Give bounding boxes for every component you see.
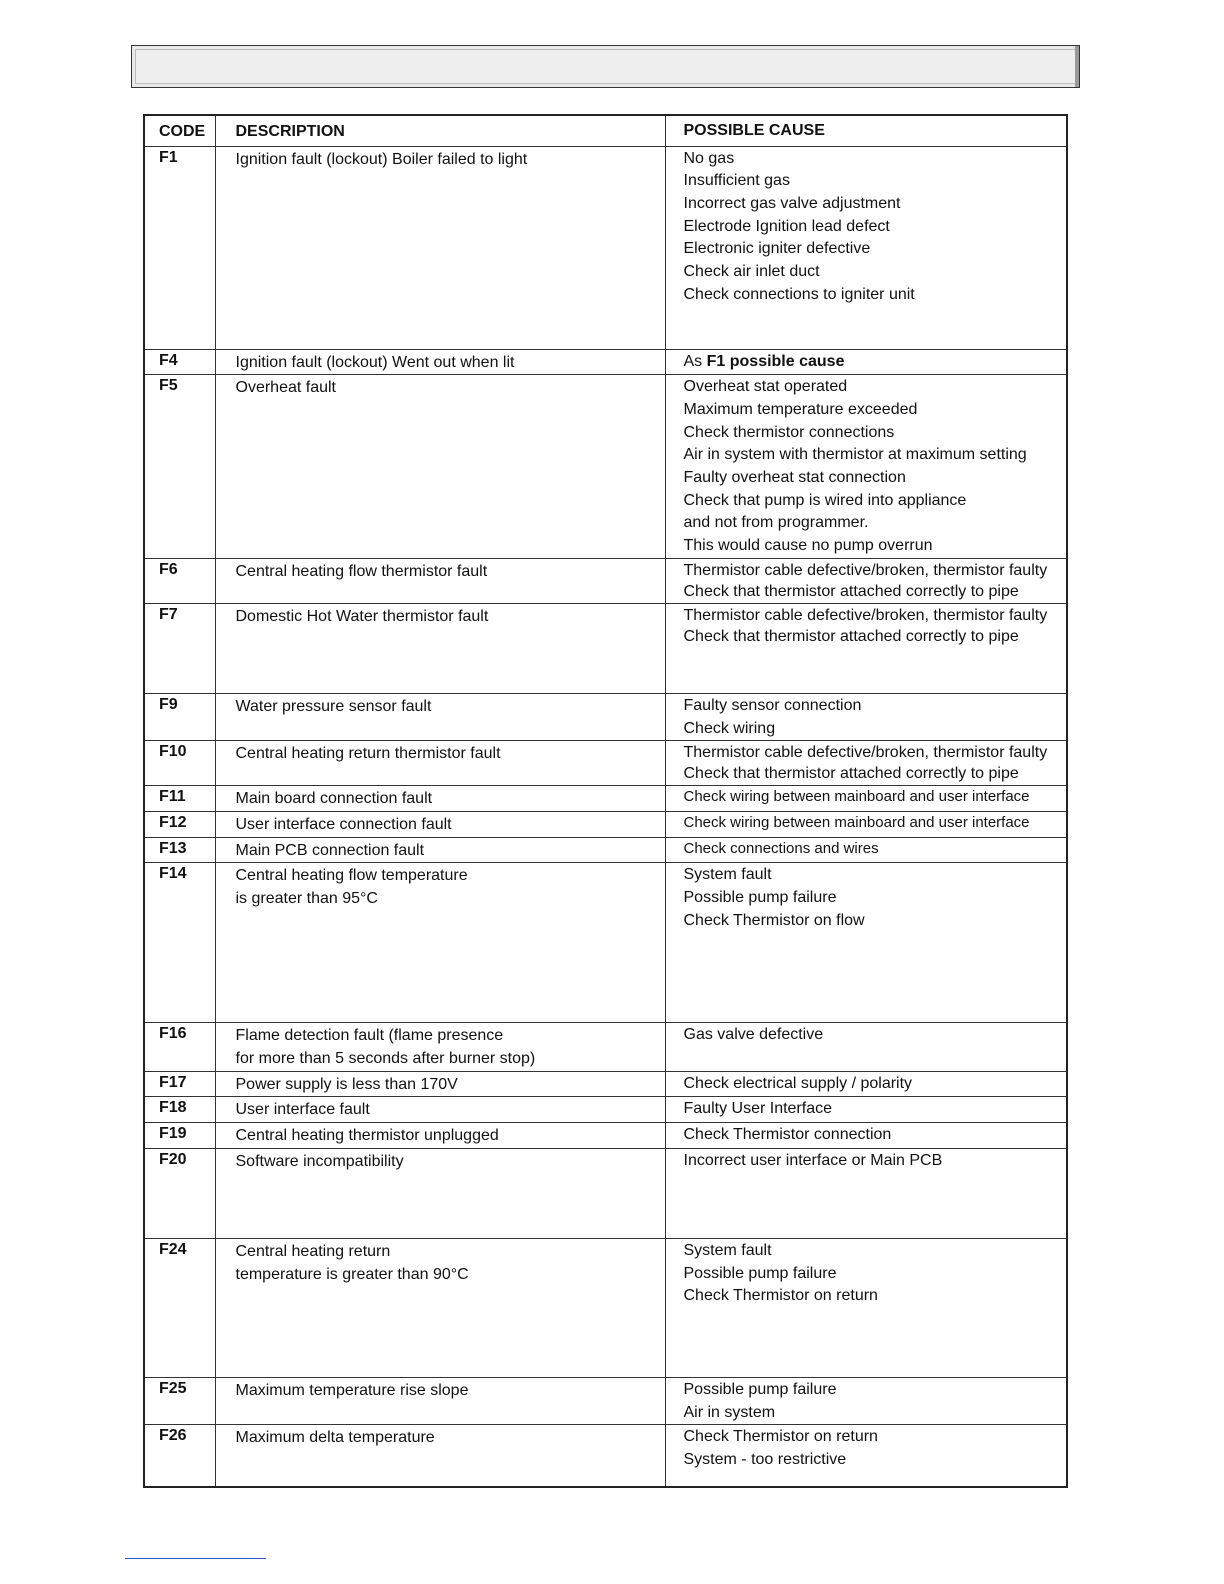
description-line: Ignition fault (lockout) Went out when lit (235, 353, 515, 371)
description-line: Central heating return thermistor fault (235, 745, 501, 763)
description-line: Water pressure sensor fault (235, 697, 432, 715)
table-row (144, 349, 1067, 375)
table-row (144, 1425, 1067, 1487)
cause-line: Check Thermistor connection (683, 1126, 892, 1144)
cause-line: Check Thermistor on return (683, 1428, 878, 1446)
cause-line: Air in system (683, 1403, 776, 1421)
description-line: Ignition fault (lockout) Boiler failed to light (235, 150, 528, 168)
description-line: temperature is greater than 90°C (235, 1265, 469, 1283)
fault-code: F18 (144, 1097, 215, 1123)
cause-line: System fault (683, 866, 772, 884)
description-line: Flame detection fault (flame presence (235, 1027, 504, 1045)
fault-code: F26 (144, 1425, 215, 1487)
cause-line: Faulty overheat stat connection (683, 469, 906, 487)
footer-rule (125, 1558, 266, 1559)
table-row (144, 1377, 1067, 1424)
cause-line: Thermistor cable defective/broken, thermistor faulty (683, 561, 1048, 579)
possible-cause (665, 741, 1067, 786)
fault-code: F25 (144, 1377, 215, 1424)
cause-line: and not from programmer. (683, 514, 869, 532)
possible-cause (665, 1123, 1067, 1149)
fault-code: F6 (144, 558, 215, 603)
possible-cause (665, 1097, 1067, 1123)
cause-line: Possible pump failure (683, 889, 837, 907)
cause-line: Check wiring between mainboard and user interface (683, 813, 1030, 831)
cause-line: Incorrect gas valve adjustment (683, 194, 901, 212)
fault-description (215, 1377, 665, 1424)
fault-description (215, 1148, 665, 1238)
cause-line: Air in system with thermistor at maximum setting (683, 446, 1027, 464)
possible-cause (665, 786, 1067, 812)
cause-line: System fault (683, 1241, 772, 1259)
description-line: Central heating flow thermistor fault (235, 562, 488, 580)
table-row (144, 1148, 1067, 1238)
table-row (144, 146, 1067, 349)
description-line: Domestic Hot Water thermistor fault (235, 607, 489, 625)
table-row (144, 375, 1067, 559)
cause-line: System - too restrictive (683, 1450, 847, 1468)
description-line: Central heating thermistor unplugged (235, 1127, 499, 1145)
fault-description (215, 603, 665, 693)
cause-line: Electronic igniter defective (683, 240, 871, 258)
table-header-row (144, 115, 1067, 146)
possible-cause (665, 1071, 1067, 1097)
fault-description (215, 741, 665, 786)
description-line: Maximum temperature rise slope (235, 1381, 469, 1399)
possible-cause (665, 146, 1067, 349)
description-line: Maximum delta temperature (235, 1429, 435, 1447)
table-row (144, 693, 1067, 740)
fault-description (215, 786, 665, 812)
fault-code: F1 (144, 146, 215, 349)
possible-cause (665, 603, 1067, 693)
cause-line: Possible pump failure (683, 1380, 837, 1398)
possible-cause (665, 1425, 1067, 1487)
cause-line: Gas valve defective (683, 1026, 824, 1044)
table-row (144, 837, 1067, 863)
fault-code: F17 (144, 1071, 215, 1097)
description-line: for more than 5 seconds after burner stop) (235, 1050, 536, 1068)
fault-code-table (143, 114, 1068, 1488)
header-description: DESCRIPTION (215, 115, 665, 146)
possible-cause (665, 1023, 1067, 1071)
fault-description (215, 349, 665, 375)
cause-line (684, 351, 1067, 374)
cause-line: Check that thermistor attached correctly to pipe (683, 627, 1019, 645)
header-cause: POSSIBLE CAUSE (665, 115, 1067, 146)
cause-line: Check Thermistor on flow (683, 911, 865, 929)
description-line: Central heating return (235, 1242, 391, 1260)
description-line: Power supply is less than 170V (235, 1075, 458, 1093)
description-line: Main PCB connection fault (235, 841, 425, 859)
table-row (144, 811, 1067, 837)
cause-line: Check wiring between mainboard and user interface (683, 788, 1030, 806)
table-row (144, 1023, 1067, 1071)
fault-code: F11 (144, 786, 215, 812)
cause-line: Insufficient gas (683, 172, 790, 190)
fault-description (215, 837, 665, 863)
fault-description (215, 1071, 665, 1097)
cause-line: Electrode Ignition lead defect (683, 217, 890, 235)
section-title-bar (131, 45, 1080, 88)
description-line: User interface connection fault (235, 815, 452, 833)
fault-description (215, 1023, 665, 1071)
table-row (144, 786, 1067, 812)
fault-code: F4 (144, 349, 215, 375)
fault-code: F12 (144, 811, 215, 837)
possible-cause (665, 375, 1067, 559)
fault-code: F9 (144, 693, 215, 740)
possible-cause (665, 558, 1067, 603)
possible-cause (665, 693, 1067, 740)
cause-line: Faulty User Interface (683, 1100, 832, 1118)
fault-code: F13 (144, 837, 215, 863)
fault-description (215, 693, 665, 740)
fault-code: F10 (144, 741, 215, 786)
table-row (144, 558, 1067, 603)
table-row (144, 1123, 1067, 1149)
fault-description (215, 811, 665, 837)
cause-line: Check connections to igniter unit (683, 285, 915, 303)
fault-description (215, 558, 665, 603)
fault-description (215, 1123, 665, 1149)
description-line: Main board connection fault (235, 790, 433, 808)
fault-code: F19 (144, 1123, 215, 1149)
cause-line: Thermistor cable defective/broken, thermistor faulty (683, 606, 1048, 624)
fault-code: F14 (144, 863, 215, 1023)
possible-cause (665, 811, 1067, 837)
table-row (144, 603, 1067, 693)
cause-line: Check wiring (683, 719, 776, 737)
header-code: CODE (144, 115, 215, 146)
possible-cause (665, 349, 1067, 375)
cause-line: Check thermistor connections (683, 423, 895, 441)
table-row (144, 1097, 1067, 1123)
description-line: Overheat fault (235, 379, 336, 397)
table-row (144, 1238, 1067, 1377)
possible-cause (665, 1148, 1067, 1238)
fault-code: F5 (144, 375, 215, 559)
fault-description (215, 375, 665, 559)
fault-code: F16 (144, 1023, 215, 1071)
fault-code: F7 (144, 603, 215, 693)
cause-line: Possible pump failure (683, 1264, 837, 1282)
cause-reference: F1 possible cause (706, 352, 845, 370)
possible-cause (665, 863, 1067, 1023)
possible-cause (665, 1238, 1067, 1377)
fault-code: F24 (144, 1238, 215, 1377)
cause-line: Check electrical supply / polarity (683, 1074, 913, 1092)
cause-line: Faulty sensor connection (683, 696, 862, 714)
cause-line: Overheat stat operated (683, 378, 848, 396)
cause-line: No gas (683, 149, 735, 167)
fault-description (215, 1238, 665, 1377)
description-line: Central heating flow temperature (235, 867, 468, 885)
cause-line: Check air inlet duct (683, 263, 820, 281)
table-row (144, 863, 1067, 1023)
cause-line: Check that thermistor attached correctly to pipe (683, 582, 1019, 600)
cause-prefix: As (683, 352, 703, 370)
cause-line: Check connections and wires (683, 839, 879, 857)
fault-description (215, 863, 665, 1023)
description-line: Software incompatibility (235, 1152, 404, 1170)
description-line: is greater than 95°C (235, 890, 378, 908)
cause-line: Check Thermistor on return (683, 1287, 878, 1305)
possible-cause (665, 1377, 1067, 1424)
possible-cause (665, 837, 1067, 863)
table-row (144, 741, 1067, 786)
cause-line: This would cause no pump overrun (683, 537, 933, 555)
cause-line: Check that pump is wired into appliance (683, 491, 967, 509)
cause-line: Incorrect user interface or Main PCB (683, 1151, 943, 1169)
fault-description (215, 1097, 665, 1123)
cause-line: Maximum temperature exceeded (683, 400, 918, 418)
table-row (144, 1071, 1067, 1097)
fault-code: F20 (144, 1148, 215, 1238)
cause-line: Check that thermistor attached correctly to pipe (683, 765, 1019, 783)
description-line: User interface fault (235, 1101, 370, 1119)
cause-line: Thermistor cable defective/broken, thermistor faulty (683, 744, 1048, 762)
fault-description (215, 146, 665, 349)
fault-description (215, 1425, 665, 1487)
